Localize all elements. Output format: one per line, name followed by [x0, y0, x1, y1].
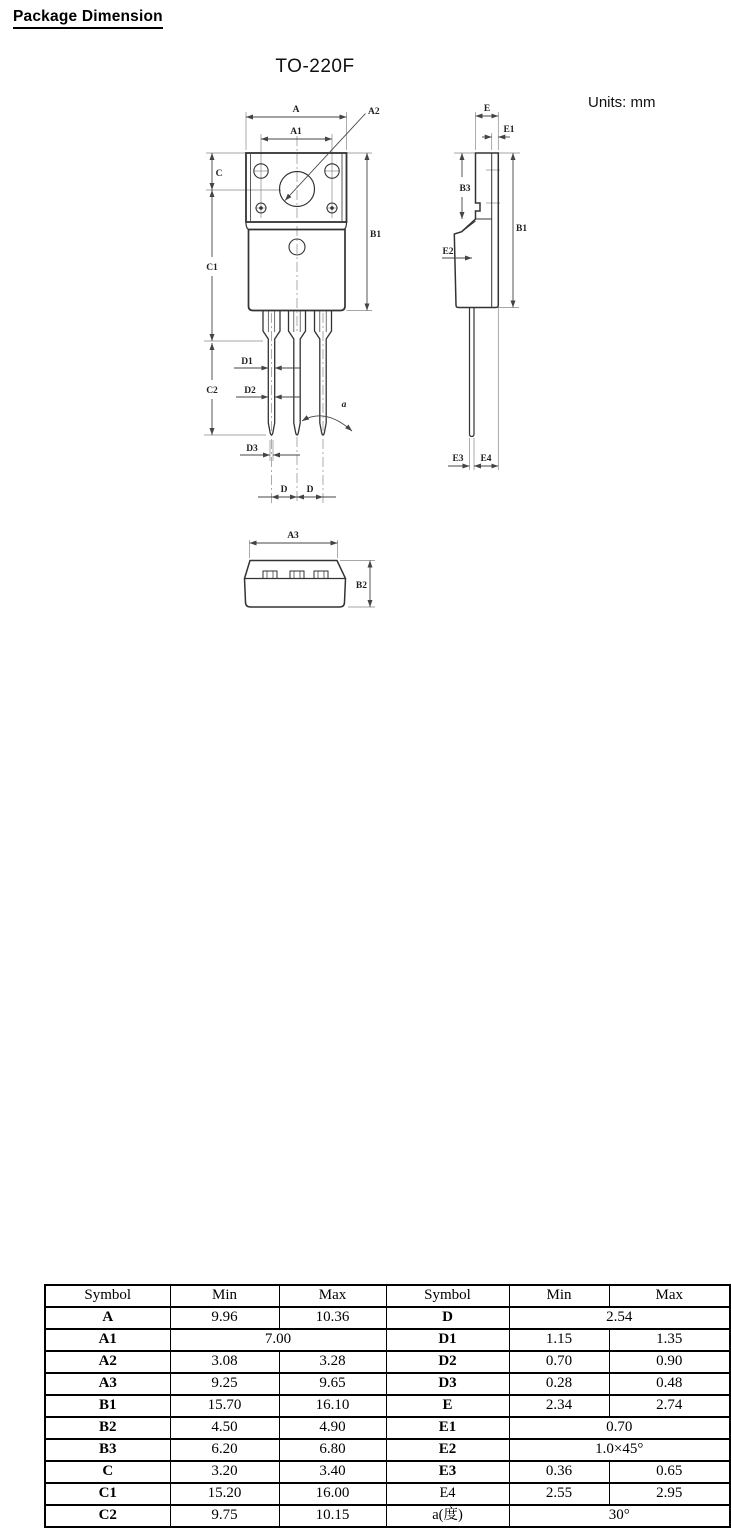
value-cell: 3.20 — [170, 1461, 279, 1483]
bottom-dimensions — [250, 543, 371, 607]
value-cell: 10.36 — [279, 1307, 386, 1329]
value-cell: 1.0×45° — [509, 1439, 730, 1461]
dim-label-E: E — [483, 104, 491, 114]
front-dimensions — [212, 114, 367, 498]
table-row — [45, 1505, 730, 1527]
value-cell: 3.40 — [279, 1461, 386, 1483]
value-cell: 6.20 — [170, 1439, 279, 1461]
dim-label-B3: B3 — [459, 184, 471, 194]
value-cell: 3.28 — [279, 1351, 386, 1373]
package-drawing — [150, 85, 580, 645]
value-cell: 0.36 — [509, 1461, 609, 1483]
dim-label-B1-side: B1 — [516, 224, 528, 234]
value-cell: 10.15 — [279, 1505, 386, 1527]
value-cell: 0.70 — [509, 1417, 730, 1439]
header-min-right: Min — [509, 1285, 609, 1307]
bottom-lead-tabs — [263, 571, 328, 579]
dim-label-B2: B2 — [355, 581, 367, 591]
header-max-right: Max — [609, 1285, 730, 1307]
symbol-cell: E4 — [386, 1483, 509, 1505]
side-lead — [470, 308, 475, 437]
dim-label-A2: A2 — [368, 107, 380, 117]
value-cell: 9.75 — [170, 1505, 279, 1527]
dim-label-D1: D1 — [241, 357, 253, 367]
value-cell: 9.65 — [279, 1373, 386, 1395]
value-cell: 2.74 — [609, 1395, 730, 1417]
bottom-outline — [245, 561, 346, 608]
symbol-cell: A2 — [45, 1351, 170, 1373]
table-row — [45, 1307, 730, 1329]
value-cell: 7.00 — [170, 1329, 386, 1351]
symbol-cell: D — [386, 1307, 509, 1329]
page-title: Package Dimension — [13, 8, 163, 29]
value-cell: 9.96 — [170, 1307, 279, 1329]
table-row — [45, 1395, 730, 1417]
dimension-table — [44, 1284, 731, 1528]
table-row — [45, 1461, 730, 1483]
dim-label-D2: D2 — [244, 386, 256, 396]
value-cell: 2.95 — [609, 1483, 730, 1505]
front-view — [204, 105, 381, 503]
value-cell: 1.35 — [609, 1329, 730, 1351]
dim-label-E1: E1 — [503, 125, 515, 135]
symbol-cell: a(度) — [386, 1505, 509, 1527]
symbol-cell: B2 — [45, 1417, 170, 1439]
symbol-cell: C2 — [45, 1505, 170, 1527]
dim-label-C: C — [215, 169, 223, 179]
value-cell: 2.54 — [509, 1307, 730, 1329]
header-symbol-right: Symbol — [386, 1285, 509, 1307]
value-cell: 2.55 — [509, 1483, 609, 1505]
value-cell: 15.70 — [170, 1395, 279, 1417]
value-cell: 0.90 — [609, 1351, 730, 1373]
value-cell: 1.15 — [509, 1329, 609, 1351]
dim-label-E4: E4 — [480, 454, 492, 464]
value-cell: 4.90 — [279, 1417, 386, 1439]
value-cell: 0.28 — [509, 1373, 609, 1395]
table-row — [45, 1483, 730, 1505]
symbol-cell: E — [386, 1395, 509, 1417]
dim-label-D3: D3 — [246, 444, 258, 454]
value-cell: 6.80 — [279, 1439, 386, 1461]
dim-label-A1: A1 — [290, 127, 302, 137]
symbol-cell: E2 — [386, 1439, 509, 1461]
dim-label-angle: a — [341, 400, 347, 410]
symbol-cell: E1 — [386, 1417, 509, 1439]
value-cell: 4.50 — [170, 1417, 279, 1439]
table-row — [45, 1417, 730, 1439]
bottom-view — [245, 531, 376, 607]
table-row — [45, 1373, 730, 1395]
package-type-title: TO-220F — [275, 56, 355, 77]
value-cell: 0.48 — [609, 1373, 730, 1395]
table-header-row — [45, 1285, 730, 1307]
symbol-cell: D3 — [386, 1373, 509, 1395]
header-min-left: Min — [170, 1285, 279, 1307]
units-label: Units: mm — [588, 94, 656, 111]
dim-label-E2: E2 — [442, 247, 454, 257]
dim-label-D-left: D — [280, 485, 288, 495]
value-cell: 16.10 — [279, 1395, 386, 1417]
value-cell: 15.20 — [170, 1483, 279, 1505]
dim-label-A3: A3 — [287, 531, 299, 541]
symbol-cell: A1 — [45, 1329, 170, 1351]
dim-label-C1: C1 — [206, 263, 218, 273]
table-row — [45, 1439, 730, 1461]
value-cell: 16.00 — [279, 1483, 386, 1505]
dim-label-A: A — [292, 105, 300, 115]
value-cell: 2.34 — [509, 1395, 609, 1417]
header-max-left: Max — [279, 1285, 386, 1307]
symbol-cell: C — [45, 1461, 170, 1483]
value-cell: 0.65 — [609, 1461, 730, 1483]
dim-label-B1-front: B1 — [370, 230, 382, 240]
table-row — [45, 1329, 730, 1351]
symbol-cell: D1 — [386, 1329, 509, 1351]
symbol-cell: E3 — [386, 1461, 509, 1483]
symbol-cell: C1 — [45, 1483, 170, 1505]
value-cell: 0.70 — [509, 1351, 609, 1373]
symbol-cell: A — [45, 1307, 170, 1329]
dim-label-E3: E3 — [452, 454, 464, 464]
symbol-cell: B3 — [45, 1439, 170, 1461]
side-dimensions — [442, 116, 513, 466]
value-cell: 3.08 — [170, 1351, 279, 1373]
table-row — [45, 1351, 730, 1373]
value-cell: 30° — [509, 1505, 730, 1527]
symbol-cell: A3 — [45, 1373, 170, 1395]
dim-label-D-right: D — [306, 485, 314, 495]
symbol-cell: B1 — [45, 1395, 170, 1417]
dim-label-C2: C2 — [206, 386, 218, 396]
side-view — [442, 104, 527, 470]
header-symbol-left: Symbol — [45, 1285, 170, 1307]
value-cell: 9.25 — [170, 1373, 279, 1395]
symbol-cell: D2 — [386, 1351, 509, 1373]
